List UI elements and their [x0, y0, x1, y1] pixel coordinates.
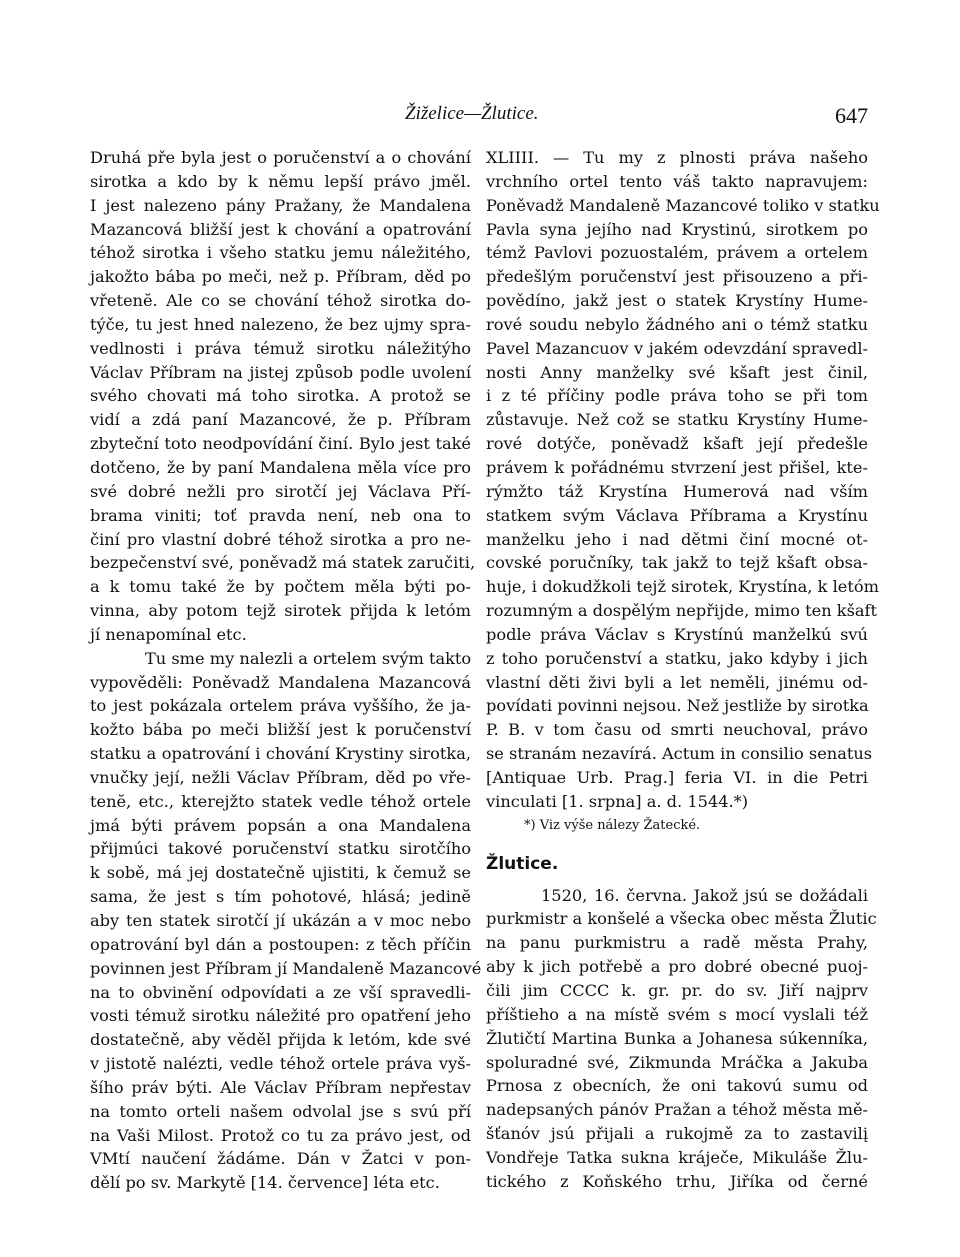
- text-line: vedlnosti i práva témuž sirotku náležitýho: [90, 338, 471, 358]
- text-line: brama viniti; toť pravda není, neb ona to: [90, 505, 471, 525]
- text-line: se stranám nezavírá. Actum in consilio senatus: [486, 744, 873, 764]
- text-line: přijmúci takové poručenství statku sirotčího: [90, 839, 471, 859]
- text-line: povinnen jest Příbram jí Mandaleně Mazancové: [90, 958, 482, 978]
- text-line: huje, i dokudžkoli tejž sirotek, Krystína, k letóm: [486, 577, 879, 597]
- text-line: předešlým poručenství jest přisouzeno a při-: [486, 267, 868, 287]
- text-line: Pavel Mazancuov v jakém odevzdání spravedl-: [486, 338, 868, 358]
- text-line: Tu sme my nalezli a ortelem svým takto: [145, 648, 472, 668]
- text-line: Mazancová bližší jest k chování a opatrování: [90, 219, 471, 239]
- text-line: VMtí naučení žádáme. Dán v Žatci v pon-: [90, 1149, 471, 1169]
- text-line: příštieho a na místě svém s mocí vyslali též: [486, 1004, 868, 1024]
- text-line: vrchního ortel tento váš takto napravujem:: [486, 171, 868, 191]
- text-line: činí pro vlastní dobré téhož sirotka a pro ne-: [90, 529, 471, 549]
- text-line: rové dotýče, poněvadž kšaft její předešle: [486, 434, 868, 454]
- text-line: bezpečenství své, poněvadž má statek zaručiti,: [90, 553, 476, 573]
- text-line: Poněvadž Mandaleně Mazancové toliko v statku: [486, 195, 880, 215]
- text-line: Žlutičtí Martina Bunka a Johanesa súkenníka,: [486, 1028, 868, 1048]
- text-line: kožto bába po meči bližší jest k poručenství: [90, 720, 471, 740]
- text-line: tenĕ, etc., kterejžto statek vedle téhož ortele: [90, 791, 471, 811]
- text-line: témž Pavlovi pozuostalém, právem a ortelem: [486, 243, 868, 263]
- text-line: nosti Anny manželky své kšaft jest činil,: [486, 362, 868, 382]
- text-line: povídati povinni nejsou. Než jestliže by sirotka: [486, 696, 869, 716]
- running-title: Žiželice—Žlutice.: [405, 103, 539, 124]
- text-line: Václav Příbram na jistej způsob podle uvolení: [90, 362, 471, 382]
- text-line: dotčeno, že by paní Mandalena měla více pro: [90, 457, 471, 477]
- text-line: Vondřeje Tatka sukna kráječe, Mikuláše Žlu-: [486, 1147, 868, 1167]
- text-line: sirotka a kdo by k němu lepší právo jměl.: [90, 171, 471, 191]
- text-line: 1520, 16. června. Jakož jsú se dožádali: [541, 885, 868, 905]
- text-line: vypověděli: Poněvadž Mandalena Mazancová: [90, 672, 471, 692]
- text-line: týče, tu jest hned nalezeno, že bez ujmy spra-: [90, 314, 471, 334]
- text-line: jmá býti právem popsán a ona Mandalena: [90, 815, 471, 835]
- text-line: Druhá pře byla jest o poručenství a o chování: [90, 148, 471, 167]
- text-line: tického z Koňského trhu, Jiříka od černé: [486, 1171, 868, 1191]
- text-line: své dobré nežli pro sirotčí jej Václava Pří-: [90, 481, 471, 501]
- text-line: jakožto bába po meči, než p. Příbram, děd po: [90, 267, 471, 287]
- right-column: [486, 146, 880, 1194]
- left-column: [90, 146, 482, 1195]
- text-line: purkmistr a konšelé a všecka obec města Žlutic: [486, 909, 877, 929]
- page-number: 647: [835, 103, 868, 128]
- text-line: aby ten statek sirotčí jí ukázán a v moc nebo: [90, 911, 471, 930]
- text-line: zůstavuje. Než což se statku Krystíny Hume-: [486, 410, 868, 430]
- text-line: zbyteční toto neodpovídání činí. Bylo jest také: [90, 434, 471, 454]
- text-line: statkem svým Václava Příbrama a Krystínu: [486, 505, 868, 525]
- text-line: na to obvinění odpovídati a ze vší spravedli-: [90, 982, 471, 1002]
- text-line: dostatečně, aby věděl přijda k letóm, kde své: [90, 1030, 471, 1050]
- text-line: rýmžto táž Krystína Humerová nad vším: [486, 481, 868, 501]
- text-line: a k tomu také že by počtem měla býti po-: [90, 577, 471, 597]
- right-column-text-bottom: [486, 884, 877, 1194]
- text-line: [Antiquae Urb. Prag.] feria VI. in die Petri: [486, 767, 868, 787]
- text-line: na panu purkmistru a radě města Prahy,: [486, 933, 868, 953]
- text-line: vosti témuž sirotku náležité pro opatření jeho: [90, 1006, 471, 1026]
- text-line: nadepsaných pánóv Pražan a téhož města mě-: [486, 1100, 868, 1120]
- text-line: spoluradné své, Zikmunda Mráčka a Jakuba: [486, 1052, 868, 1072]
- text-line: povědíno, jakž jest o statek Krystíny Hume-: [486, 291, 868, 311]
- text-line: čili jim CCCC k. gr. pr. do sv. Jiří najprv: [486, 981, 868, 1000]
- text-line: právem k pořádnému stvrzení jest přišel, kte-: [486, 457, 868, 477]
- footnote: *) Viz výše nálezy Žatecké.: [524, 817, 701, 833]
- text-line: statku a opatrování i chování Krystiny sirotka,: [90, 744, 471, 764]
- text-line: v jistotě nalézti, vedle téhož ortele práva vyš-: [90, 1054, 471, 1074]
- text-line: vinculati [1. srpna] a. d. 1544.*): [486, 791, 749, 811]
- text-line: sama, že jest s tím pohotové, hlásá; jedinĕ: [90, 887, 471, 907]
- right-column-text-top: [486, 146, 880, 814]
- text-line: manželku jeho i nad dětmi činí mocné ot-: [486, 529, 868, 549]
- text-line: vlastní děti živi byli a let neměli, jinému od-: [486, 672, 868, 692]
- text-line: podle práva Václav s Krystínú manželkú svú: [486, 624, 868, 644]
- text-line: vidí a zdá paní Mazancové, že p. Příbram: [90, 410, 471, 430]
- text-line: I jest nalezeno pány Pražany, že Mandalena: [90, 195, 471, 215]
- text-line: šího práv býti. Ale Václav Příbram nepřestav: [90, 1077, 471, 1097]
- text-line: rové soudu nebylo žádného ani o témž statku: [486, 314, 868, 334]
- text-line: z toho poručenství a statku, jako kdyby i jich: [486, 648, 868, 668]
- text-line: na tomto orteli našem odvolal jse s svú pří: [90, 1101, 471, 1121]
- text-line: vřetenĕ. Ale co se chování téhož sirotka do-: [90, 291, 471, 311]
- text-line: šťanóv jsú přijali a rukojmě za to zastavilį: [486, 1124, 868, 1144]
- text-line: dělí po sv. Markytě [14. července] léta etc.: [90, 1173, 440, 1193]
- text-line: vnučky její, nežli Václav Příbram, děd po vře-: [90, 767, 471, 787]
- text-line: Prnosa z obecních, že oni takovú sumu od: [486, 1076, 868, 1096]
- text-line: i z té příčiny podle práva toho se při tom: [486, 386, 868, 406]
- text-line: to jest pokázala ortelem práva vyššího, že ja-: [90, 696, 471, 716]
- section-heading: Žlutice.: [486, 853, 559, 874]
- text-line: opatrování byl dán a postoupen: z těch příčin: [90, 934, 471, 954]
- text-line: k sobě, má jej dostatečně ujistiti, k čemuž se: [90, 863, 471, 883]
- text-line: P. B. v tom času od smrti neuchoval, právo: [486, 720, 868, 740]
- text-line: rozumným a dospělým nepřijde, mimo ten kšaft: [486, 601, 878, 621]
- text-line: covské poručníky, tak jakž to tejž kšaft obsa-: [486, 553, 868, 573]
- text-line: svého chovati má toho sirotka. A protož se: [90, 386, 471, 406]
- text-line: na Vaši Milost. Protož co tu za právo jest, od: [90, 1125, 471, 1145]
- text-line: jí nenapomínal etc.: [90, 624, 247, 644]
- text-line: aby k jich potřebě a pro dobré obecné puoj-: [486, 957, 868, 977]
- text-line: téhož sirotka i všeho statku jemu náležitého,: [90, 243, 471, 263]
- text-line: Pavla syna jejího nad Krystinú, sirotkem po: [486, 219, 868, 239]
- text-line: vinna, aby potom tejž sirotek přijda k letóm: [90, 601, 471, 621]
- page-header: [90, 103, 868, 133]
- text-line: XLIIII. — Tu my z plnosti práva našeho: [486, 148, 868, 167]
